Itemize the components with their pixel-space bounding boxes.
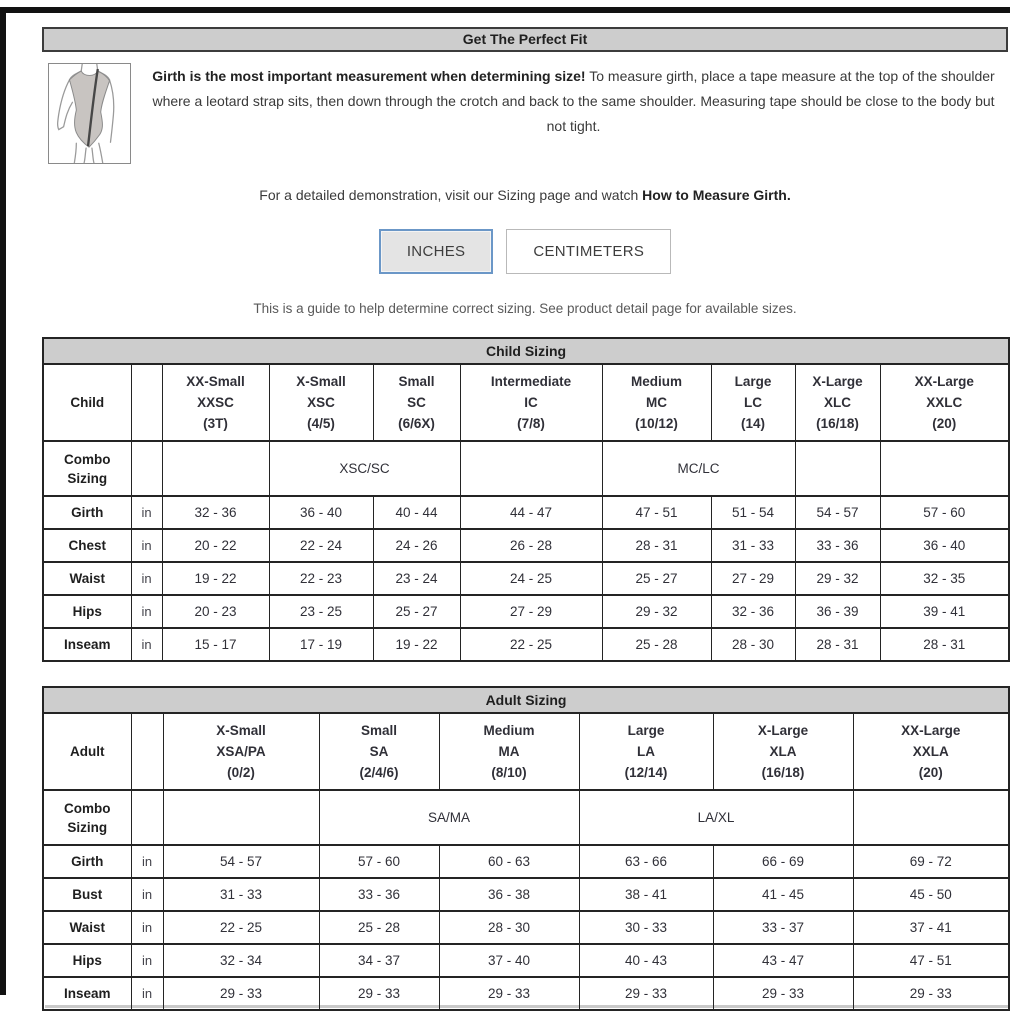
row-label: Girth [43, 845, 131, 878]
value-cell: 29 - 33 [163, 977, 319, 1010]
col-range: (6/6X) [398, 416, 435, 431]
sizing-guide-page [42, 27, 1008, 1011]
value-cell: 43 - 47 [713, 944, 853, 977]
value-cell: 24 - 25 [460, 562, 602, 595]
value-cell: 54 - 57 [163, 845, 319, 878]
col-name: Medium [630, 374, 682, 389]
girth-instructions-bold: Girth is the most important measurement when determining size! [152, 68, 586, 84]
value-cell: 29 - 32 [602, 595, 711, 628]
col-range: (7/8) [517, 416, 545, 431]
col-name: X-Large [757, 723, 809, 738]
girth-instructions-body: To measure girth, place a tape measure at the top of the shoulder where a leotard strap sits, then down through the crotch and back to the same shoulder. Measuring tape should be close to the body but not tight. [152, 68, 995, 134]
child-header-label: Child [43, 364, 131, 441]
page-frame-top [4, 7, 1010, 13]
unit-cell: in [131, 878, 163, 911]
col-range: (0/2) [227, 765, 255, 780]
row-label: Waist [43, 911, 131, 944]
value-cell: 28 - 31 [880, 628, 1009, 661]
value-cell: 25 - 28 [602, 628, 711, 661]
value-cell: 28 - 30 [711, 628, 795, 661]
row-label: Inseam [43, 628, 131, 661]
table-row-hips [43, 595, 1009, 628]
row-label: Girth [43, 496, 131, 529]
unit-cell: in [131, 944, 163, 977]
unit-cell: in [131, 845, 163, 878]
adult-col-large [579, 713, 713, 790]
value-cell: 23 - 24 [373, 562, 460, 595]
row-label: Inseam [43, 977, 131, 1010]
col-name: Small [398, 374, 435, 389]
child-combo-row [43, 441, 1009, 496]
col-code: XSC [307, 395, 335, 410]
col-code: LA [637, 744, 655, 759]
value-cell: 57 - 60 [319, 845, 439, 878]
value-cell: 45 - 50 [853, 878, 1009, 911]
adult-combo-group2: LA/XL [579, 790, 853, 845]
value-cell: 26 - 28 [460, 529, 602, 562]
col-range: (10/12) [635, 416, 678, 431]
empty-cell [131, 790, 163, 845]
value-cell: 32 - 34 [163, 944, 319, 977]
value-cell: 57 - 60 [880, 496, 1009, 529]
col-name: X-Large [812, 374, 863, 389]
child-col-xlarge [795, 364, 880, 441]
adult-col-xxlarge [853, 713, 1009, 790]
child-col-medium [602, 364, 711, 441]
unit-cell: in [131, 496, 162, 529]
child-table-title: Child Sizing [43, 338, 1009, 364]
value-cell: 69 - 72 [853, 845, 1009, 878]
intro-section [42, 63, 1008, 164]
adult-combo-group1: SA/MA [319, 790, 579, 845]
col-range: (8/10) [491, 765, 527, 780]
value-cell: 27 - 29 [460, 595, 602, 628]
value-cell: 33 - 37 [713, 911, 853, 944]
value-cell: 36 - 39 [795, 595, 880, 628]
table-row-chest [43, 529, 1009, 562]
col-code: XSA/PA [216, 744, 266, 759]
unit-cell: in [131, 562, 162, 595]
value-cell: 31 - 33 [163, 878, 319, 911]
row-label: Hips [43, 595, 131, 628]
value-cell: 54 - 57 [795, 496, 880, 529]
col-name: Large [734, 374, 772, 389]
value-cell: 39 - 41 [880, 595, 1009, 628]
child-col-intermediate [460, 364, 602, 441]
col-name: XX-Large [901, 723, 961, 738]
table-row-inseam [43, 628, 1009, 661]
adult-col-medium [439, 713, 579, 790]
adult-col-small [319, 713, 439, 790]
col-code: XXLA [912, 744, 949, 759]
value-cell: 28 - 31 [602, 529, 711, 562]
value-cell: 36 - 40 [880, 529, 1009, 562]
child-col-large [711, 364, 795, 441]
value-cell: 22 - 25 [163, 911, 319, 944]
child-col-xxsmall [162, 364, 269, 441]
adult-header-label: Adult [43, 713, 131, 790]
col-range: (2/4/6) [359, 765, 399, 780]
child-unit-header [131, 364, 162, 441]
col-code: XXLC [926, 395, 963, 410]
col-name: Intermediate [490, 374, 572, 389]
page-frame-left [0, 7, 6, 995]
value-cell: 32 - 36 [162, 496, 269, 529]
value-cell: 24 - 26 [373, 529, 460, 562]
empty-cell [131, 441, 162, 496]
col-range: (3T) [203, 416, 228, 431]
empty-cell [163, 790, 319, 845]
value-cell: 22 - 24 [269, 529, 373, 562]
value-cell: 28 - 31 [795, 628, 880, 661]
unit-cell: in [131, 911, 163, 944]
col-range: (20) [932, 416, 957, 431]
col-name: XX-Large [914, 374, 974, 389]
demo-note [42, 187, 1008, 203]
empty-cell [795, 441, 880, 496]
unit-toggle [42, 229, 1008, 274]
combo-sizing-label: Combo Sizing [43, 790, 131, 845]
col-range: (20) [918, 765, 943, 780]
value-cell: 25 - 28 [319, 911, 439, 944]
col-code: MC [646, 395, 667, 410]
value-cell: 22 - 25 [460, 628, 602, 661]
empty-cell [460, 441, 602, 496]
value-cell: 31 - 33 [711, 529, 795, 562]
value-cell: 66 - 69 [713, 845, 853, 878]
child-col-xsmall [269, 364, 373, 441]
leotard-girth-diagram-icon [48, 63, 131, 164]
col-code: XXSC [197, 395, 234, 410]
value-cell: 17 - 19 [269, 628, 373, 661]
demo-note-bold: How to Measure Girth. [642, 187, 791, 203]
value-cell: 34 - 37 [319, 944, 439, 977]
row-label: Waist [43, 562, 131, 595]
adult-combo-row [43, 790, 1009, 845]
col-name: X-Small [216, 723, 266, 738]
col-range: (4/5) [307, 416, 335, 431]
col-code: XLC [824, 395, 851, 410]
value-cell: 29 - 33 [853, 977, 1009, 1010]
child-header-row [43, 364, 1009, 441]
col-code: LC [744, 395, 762, 410]
value-cell: 15 - 17 [162, 628, 269, 661]
value-cell: 41 - 45 [713, 878, 853, 911]
value-cell: 32 - 36 [711, 595, 795, 628]
value-cell: 47 - 51 [602, 496, 711, 529]
col-range: (16/18) [816, 416, 859, 431]
value-cell: 27 - 29 [711, 562, 795, 595]
table-row-waist [43, 911, 1009, 944]
adult-table-title: Adult Sizing [43, 687, 1009, 713]
value-cell: 33 - 36 [795, 529, 880, 562]
value-cell: 19 - 22 [373, 628, 460, 661]
page-title: Get The Perfect Fit [42, 27, 1008, 52]
child-col-small [373, 364, 460, 441]
value-cell: 25 - 27 [602, 562, 711, 595]
unit-cell: in [131, 977, 163, 1010]
adult-sizing-table [42, 686, 1010, 1011]
empty-cell [880, 441, 1009, 496]
value-cell: 63 - 66 [579, 845, 713, 878]
table-row-hips [43, 944, 1009, 977]
table-row-waist [43, 562, 1009, 595]
value-cell: 51 - 54 [711, 496, 795, 529]
value-cell: 23 - 25 [269, 595, 373, 628]
value-cell: 29 - 33 [319, 977, 439, 1010]
value-cell: 33 - 36 [319, 878, 439, 911]
col-name: Medium [483, 723, 535, 738]
value-cell: 29 - 33 [439, 977, 579, 1010]
girth-instructions [131, 63, 1008, 164]
col-range: (12/14) [624, 765, 668, 780]
col-name: X-Small [296, 374, 346, 389]
table-row-girth [43, 845, 1009, 878]
value-cell: 37 - 40 [439, 944, 579, 977]
table-row-bust [43, 878, 1009, 911]
col-code: IC [524, 395, 538, 410]
value-cell: 25 - 27 [373, 595, 460, 628]
empty-cell [853, 790, 1009, 845]
row-label: Chest [43, 529, 131, 562]
child-combo-group2: MC/LC [602, 441, 795, 496]
value-cell: 19 - 22 [162, 562, 269, 595]
value-cell: 29 - 32 [795, 562, 880, 595]
value-cell: 37 - 41 [853, 911, 1009, 944]
value-cell: 44 - 47 [460, 496, 602, 529]
row-label: Bust [43, 878, 131, 911]
adult-col-xsmall [163, 713, 319, 790]
value-cell: 20 - 23 [162, 595, 269, 628]
value-cell: 22 - 23 [269, 562, 373, 595]
child-col-xxlarge [880, 364, 1009, 441]
adult-unit-header [131, 713, 163, 790]
value-cell: 29 - 33 [579, 977, 713, 1010]
value-cell: 29 - 33 [713, 977, 853, 1010]
unit-cell: in [131, 529, 162, 562]
adult-header-row [43, 713, 1009, 790]
col-code: SA [369, 744, 389, 759]
child-sizing-table [42, 337, 1010, 662]
col-range: (14) [740, 416, 765, 431]
empty-cell [162, 441, 269, 496]
value-cell: 47 - 51 [853, 944, 1009, 977]
col-code: XLA [769, 744, 797, 759]
value-cell: 40 - 43 [579, 944, 713, 977]
unit-cell: in [131, 595, 162, 628]
col-range: (16/18) [761, 765, 805, 780]
value-cell: 30 - 33 [579, 911, 713, 944]
value-cell: 38 - 41 [579, 878, 713, 911]
unit-cell: in [131, 628, 162, 661]
inches-button[interactable]: INCHES [379, 229, 493, 274]
table-row-inseam [43, 977, 1009, 1010]
table-row-girth [43, 496, 1009, 529]
centimeters-button[interactable]: CENTIMETERS [506, 229, 671, 274]
value-cell: 20 - 22 [162, 529, 269, 562]
adult-col-xlarge [713, 713, 853, 790]
guide-note: This is a guide to help determine correct sizing. See product detail page for available sizes. [253, 301, 797, 316]
value-cell: 40 - 44 [373, 496, 460, 529]
value-cell: 36 - 38 [439, 878, 579, 911]
row-label: Hips [43, 944, 131, 977]
col-code: MA [498, 744, 520, 759]
col-name: Large [627, 723, 665, 738]
demo-note-text: For a detailed demonstration, visit our Sizing page and watch [259, 187, 643, 203]
combo-sizing-label: Combo Sizing [43, 441, 131, 496]
value-cell: 32 - 35 [880, 562, 1009, 595]
value-cell: 36 - 40 [269, 496, 373, 529]
value-cell: 28 - 30 [439, 911, 579, 944]
col-name: Small [360, 723, 398, 738]
child-combo-group1: XSC/SC [269, 441, 460, 496]
col-name: XX-Small [186, 374, 245, 389]
col-code: SC [407, 395, 426, 410]
value-cell: 60 - 63 [439, 845, 579, 878]
